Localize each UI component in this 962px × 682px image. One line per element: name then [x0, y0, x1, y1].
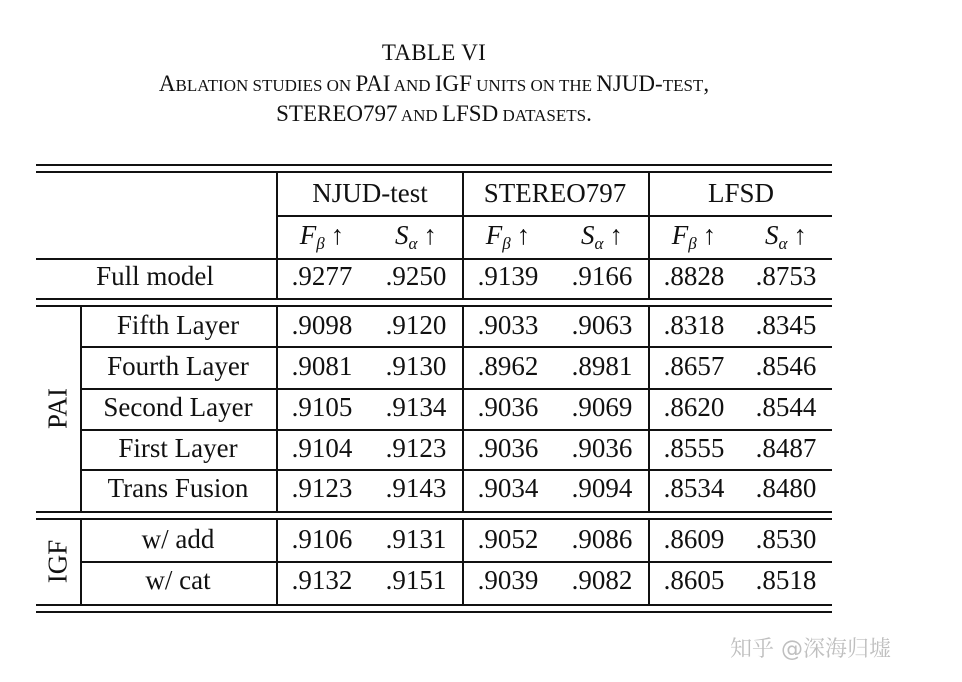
table-cell-value: .8530: [755, 524, 817, 554]
table-cell-value: .9081: [291, 351, 353, 381]
table-cell-value: .9034: [477, 473, 539, 503]
table-cell-value: .9098: [291, 310, 353, 340]
table-caption-title: TABLE VI: [381, 40, 487, 65]
table-cell-value: .9151: [385, 565, 447, 595]
up-arrow-icon: ↑: [423, 220, 437, 250]
row-label: Trans Fusion: [107, 473, 249, 503]
metric-subscript: α: [594, 234, 604, 253]
table-cell-value: .9131: [385, 524, 447, 554]
table-rule: [36, 305, 832, 307]
table-cell-value: .9086: [571, 524, 633, 554]
up-arrow-icon: ↑: [702, 220, 717, 250]
table-rule: [36, 604, 832, 606]
table-cell-value: .8555: [663, 433, 725, 463]
table-cell-value: .8620: [663, 392, 725, 422]
metric-s-alpha-header: [686, 222, 886, 252]
table-cell-value: .8345: [755, 310, 817, 340]
table-cell-value: .8657: [663, 351, 725, 381]
row-label: Fifth Layer: [116, 310, 240, 340]
metric-symbol: $F_\beta$: [671, 220, 697, 253]
table-rule: [276, 215, 832, 217]
table-cell-value: .9069: [571, 392, 633, 422]
metric-subscript: β: [502, 234, 511, 253]
table-caption-line-2: STEREO797 AND LFSD DATASETS.: [276, 101, 592, 126]
table-cell-value: .9104: [291, 433, 353, 463]
table-cell-value: .8609: [663, 524, 725, 554]
table-cell-value: .8318: [663, 310, 725, 340]
table-cell-value: .9134: [385, 392, 447, 422]
watermark: 知乎 @深海归墟: [730, 637, 891, 662]
dataset-header: LFSD: [707, 178, 775, 208]
table-rule: [36, 298, 832, 300]
table-cell-value: .9277: [291, 261, 353, 291]
table-cell-value: .9036: [571, 433, 633, 463]
metric-symbol: $S_\alpha$: [395, 220, 418, 253]
metric-symbol: $S_\alpha$: [581, 220, 604, 253]
up-arrow-icon: ↑: [330, 220, 345, 250]
table-cell-value: .9143: [385, 473, 447, 503]
table-cell-value: .9132: [291, 565, 353, 595]
table-cell-value: .8480: [755, 473, 817, 503]
table-rule: [80, 469, 832, 471]
table-cell-value: .9166: [571, 261, 633, 291]
table-cell-value: .8544: [755, 392, 817, 422]
group-label-pai: PAI: [42, 387, 73, 430]
table-rule: [80, 388, 832, 390]
table-rule: [36, 518, 832, 520]
table-rule: [80, 346, 832, 348]
metric-subscript: β: [316, 234, 325, 253]
row-label: First Layer: [118, 433, 238, 463]
table-cell-value: .8534: [663, 473, 725, 503]
dataset-header: STEREO797: [483, 178, 627, 208]
metric-subscript: α: [408, 234, 418, 253]
table-cell-value: .9063: [571, 310, 633, 340]
table-cell-value: .9039: [477, 565, 539, 595]
table-cell-value: .8828: [663, 261, 725, 291]
table-rule: [36, 511, 832, 513]
up-arrow-icon: ↑: [609, 220, 623, 250]
metric-subscript: β: [688, 234, 697, 253]
table-rule: [80, 429, 832, 431]
table-cell-value: .9052: [477, 524, 539, 554]
table-cell-value: .9033: [477, 310, 539, 340]
table-cell-value: .8981: [571, 351, 633, 381]
table-cell-value: .9123: [291, 473, 353, 503]
table-cell-value: .8605: [663, 565, 725, 595]
metric-subscript: α: [778, 234, 788, 253]
table-cell-value: .9036: [477, 392, 539, 422]
table-caption-line-1: ABLATION STUDIES ON PAI AND IGF UNITS ON THE NJUD-TEST,: [158, 71, 710, 96]
row-label: w/ cat: [145, 565, 211, 595]
table-rule: [36, 611, 832, 613]
up-arrow-icon: ↑: [793, 220, 807, 250]
up-arrow-icon: ↑: [516, 220, 531, 250]
metric-symbol: $S_\alpha$: [765, 220, 788, 253]
table-cell-value: .8518: [755, 565, 817, 595]
row-label: w/ add: [141, 524, 215, 554]
table-cell-value: .8546: [755, 351, 817, 381]
metric-symbol: $F_\beta$: [485, 220, 511, 253]
table-cell-value: .8962: [477, 351, 539, 381]
group-label-igf: IGF: [42, 539, 73, 584]
table-rule: [80, 561, 832, 563]
table-cell-value: .9123: [385, 433, 447, 463]
table-cell-value: .9082: [571, 565, 633, 595]
table-cell-value: .9106: [291, 524, 353, 554]
metric-symbol: $F_\beta$: [299, 220, 325, 253]
row-label: Second Layer: [103, 392, 253, 422]
dataset-header: NJUD-test: [312, 178, 428, 208]
table-cell-value: .8487: [755, 433, 817, 463]
row-label: Fourth Layer: [107, 351, 249, 381]
table-rule: [36, 164, 832, 166]
table-rule: [36, 258, 832, 260]
table-cell-value: .9094: [571, 473, 633, 503]
ablation-table: [36, 160, 832, 614]
table-cell-value: .9139: [477, 261, 539, 291]
table-cell-value: .9250: [385, 261, 447, 291]
table-cell-value: .9130: [385, 351, 447, 381]
table-cell-value: .9036: [477, 433, 539, 463]
row-label-full-model: Full model: [96, 261, 214, 291]
table-cell-value: .9105: [291, 392, 353, 422]
table-cell-value: .9120: [385, 310, 447, 340]
table-rule: [36, 171, 832, 173]
table-cell-value: .8753: [755, 261, 817, 291]
